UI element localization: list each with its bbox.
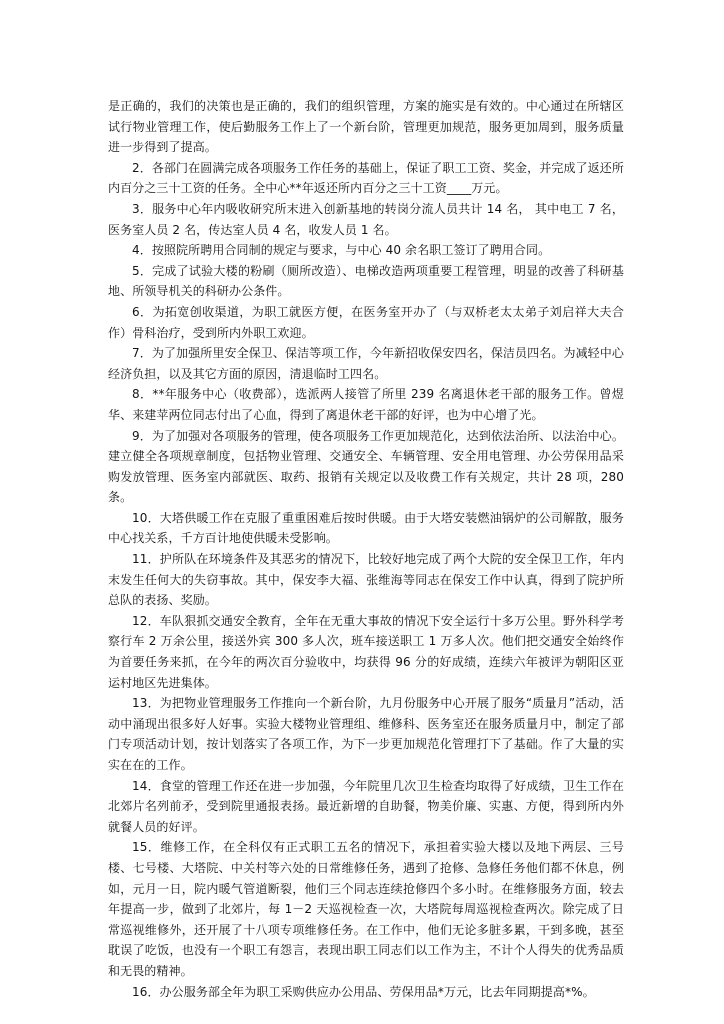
paragraph-item-9: 9．为了加强对各项服务的管理，使各项服务工作更加规范化，达到依法治所、以法治中心。建立健全各项规章制度，包括物业管理、交通安全、车辆管理、安全用电管理、办公劳保用品采购发放管理、医务室内部就医、取药、报销有关规定以及收费工作有关规定，共计 28 项，280 条。 bbox=[108, 428, 624, 505]
paragraph-item-13: 13．为把物业管理服务工作推向一个新台阶，九月份服务中心开展了服务“质量月”活动，活动中涌现出很多好人好事。实验大楼物业管理组、维修科、医务室还在服务质量月中，制定了部门专项活动计划，按计划落实了各项工作，为下一步更加规范化管理打下了基础。作了大量的实实在在的工作。 bbox=[108, 696, 624, 772]
paragraph-item-14: 14．食堂的管理工作还在进一步加强，今年院里几次卫生检查均取得了好成绩，卫生工作在北郊片名列前矛，受到院里通报表扬。最近新增的自助餐，物美价廉、实惠、方便，得到所内外就餐人员的好评。 bbox=[108, 778, 624, 834]
paragraph-item-2: 2．各部门在圆满完成各项服务工作任务的基础上，保证了职工工资、奖金，并完成了返还所内百分之三十工资的任务。全中心**年返还所内百分之三十工资____万元。 bbox=[108, 160, 624, 196]
paragraph-item-15: 15．维修工作，在全科仅有正式职工五名的情况下，承担着实验大楼以及地下两层、三号楼、七号楼、大塔院、中关村等六处的日常维修任务，遇到了抢修、急修任务他们都不休息，例如，元月一日，院内暖气管道断裂，他们三个同志连续抢修四个多小时。在维修服务方面，较去年提高一步，做到了北郊片，每 1－2 天巡视检查一次，大塔院每周巡视检查两次。除完成了日常巡视维修外，还开展了十八项专项维修任务。在工作中，他们无论多脏多累，干到多晚，甚至耽误了吃饭，也没有一个职工有怨言，表现出职工同志们以工作为主，不计个人得失的优秀品质和无畏的精神。 bbox=[108, 840, 624, 978]
document-body bbox=[108, 96, 624, 1002]
paragraph-item-7: 7．为了加强所里安全保卫、保洁等项工作，今年新招收保安四名，保洁员四名。为减轻中心经济负担，以及其它方面的原因，清退临时工四名。 bbox=[108, 346, 624, 381]
paragraph-item-10: 10．大塔供暖工作在克服了重重困难后按时供暖。由于大塔安装燃油锅炉的公司解散，服务中心找关系，千方百计地使供暖未受影响。 bbox=[108, 510, 624, 546]
paragraph-item-16: 16．办公服务部全年为职工采购供应办公用品、劳保用品*万元，比去年同期提高*%。 bbox=[132, 984, 595, 999]
paragraph-item-4: 4．按照院所聘用合同制的规定与要求，与中心 40 余名职工签订了聘用合同。 bbox=[132, 243, 551, 258]
paragraph-continuation: 是正确的，我们的决策也是正确的，我们的组织管理，方案的施实是有效的。中心通过在所辖区试行物业管理工作，使后勤服务工作上了一个新台阶，管理更加规范，服务更加周到，服务质量进一步得到了提高。 bbox=[108, 99, 624, 155]
paragraph-item-6: 6．为拓宽创收渠道，为职工就医方便，在医务室开办了（与双桥老太太弟子刘启祥大夫合作）骨科治疗，受到所内外职工欢迎。 bbox=[108, 304, 624, 340]
paragraph-item-5: 5．完成了试验大楼的粉刷（厕所改造）、电梯改造两项重要工程管理，明显的改善了科研基地、所领导机关的科研办公条件。 bbox=[108, 263, 624, 299]
paragraph-item-12: 12．车队狠抓交通安全教育，全年在无重大事故的情况下安全运行十多万公里。野外科学考察行车 2 万余公里，接送外宾 300 多人次，班车接送职工 1 万多人次。他们把交通安全始终作为首要任务来抓，在今年的两次百分验收中，均获得 96 分的好成绩，连续六年被评为朝阳区亚运村地区先进集体。 bbox=[108, 613, 624, 690]
paragraph-item-8: 8．**年服务中心（收费部），选派两人接管了所里 239 名离退休老干部的服务工作。曾煜华、来建苹两位同志付出了心血，得到了离退休老干部的好评，也为中心增了光。 bbox=[108, 387, 624, 422]
paragraph-item-3: 3．服务中心年内吸收研究所末进入创新基地的转岗分流人员共计 14 名， 其中电工 7 名，医务室人员 2 名，传达室人员 4 名，收发人员 1 名。 bbox=[108, 201, 624, 237]
paragraph-item-11: 11．护所队在环境条件及其恶劣的情况下，比较好地完成了两个大院的安全保卫工作，年内末发生任何大的失窃事故。其中，保安李大福、张维海等同志在保安工作中认真，得到了院护所总队的表扬、奖励。 bbox=[108, 552, 624, 608]
